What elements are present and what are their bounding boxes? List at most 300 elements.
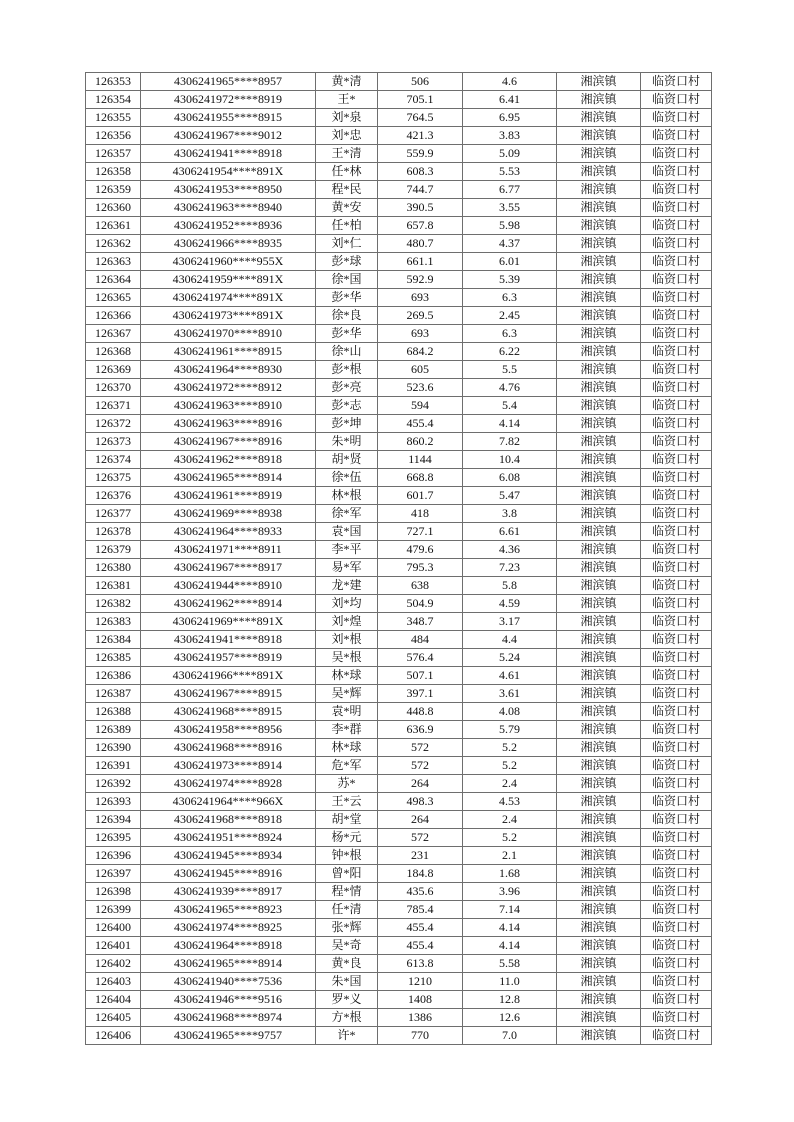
cell-rate: 4.6 [463,73,557,91]
cell-village: 临资口村 [641,379,712,397]
cell-town: 湘滨镇 [557,739,641,757]
cell-village: 临资口村 [641,595,712,613]
cell-amount: 605 [378,361,463,379]
cell-rate: 6.41 [463,91,557,109]
table-row [86,595,712,613]
cell-id_masked: 4306241962****8914 [141,595,316,613]
cell-village: 临资口村 [641,325,712,343]
cell-village: 临资口村 [641,235,712,253]
cell-name: 徐*军 [316,505,378,523]
cell-town: 湘滨镇 [557,397,641,415]
cell-town: 湘滨镇 [557,523,641,541]
cell-name: 吴*辉 [316,685,378,703]
cell-rate: 2.45 [463,307,557,325]
cell-town: 湘滨镇 [557,127,641,145]
cell-town: 湘滨镇 [557,649,641,667]
cell-village: 临资口村 [641,901,712,919]
cell-name: 吴*根 [316,649,378,667]
cell-id_masked: 4306241964****8918 [141,937,316,955]
cell-amount: 668.8 [378,469,463,487]
cell-id_masked: 4306241965****8914 [141,955,316,973]
cell-amount: 348.7 [378,613,463,631]
cell-town: 湘滨镇 [557,199,641,217]
cell-name: 程*民 [316,181,378,199]
cell-name: 袁*明 [316,703,378,721]
cell-id_masked: 4306241965****8914 [141,469,316,487]
cell-id_masked: 4306241974****891X [141,289,316,307]
cell-name: 彭*华 [316,325,378,343]
cell-town: 湘滨镇 [557,901,641,919]
cell-village: 临资口村 [641,127,712,145]
cell-town: 湘滨镇 [557,415,641,433]
cell-serial: 126371 [86,397,141,415]
cell-serial: 126395 [86,829,141,847]
cell-village: 临资口村 [641,361,712,379]
cell-amount: 480.7 [378,235,463,253]
cell-town: 湘滨镇 [557,1027,641,1045]
cell-rate: 6.08 [463,469,557,487]
cell-town: 湘滨镇 [557,685,641,703]
cell-village: 临资口村 [641,271,712,289]
cell-amount: 455.4 [378,919,463,937]
cell-serial: 126389 [86,721,141,739]
cell-village: 临资口村 [641,505,712,523]
cell-village: 临资口村 [641,163,712,181]
cell-serial: 126385 [86,649,141,667]
cell-id_masked: 4306241969****891X [141,613,316,631]
cell-village: 临资口村 [641,721,712,739]
cell-id_masked: 4306241963****8916 [141,415,316,433]
cell-amount: 264 [378,775,463,793]
table-row [86,325,712,343]
cell-town: 湘滨镇 [557,181,641,199]
cell-name: 刘*根 [316,631,378,649]
cell-village: 临资口村 [641,415,712,433]
table-row [86,307,712,325]
cell-village: 临资口村 [641,631,712,649]
cell-name: 朱*明 [316,433,378,451]
cell-name: 钟*根 [316,847,378,865]
cell-town: 湘滨镇 [557,325,641,343]
cell-id_masked: 4306241944****8910 [141,577,316,595]
cell-name: 黄*良 [316,955,378,973]
cell-town: 湘滨镇 [557,505,641,523]
cell-amount: 684.2 [378,343,463,361]
cell-name: 袁*国 [316,523,378,541]
cell-town: 湘滨镇 [557,667,641,685]
table-row [86,685,712,703]
cell-village: 临资口村 [641,343,712,361]
cell-town: 湘滨镇 [557,937,641,955]
table-row [86,883,712,901]
cell-id_masked: 4306241960****955X [141,253,316,271]
cell-town: 湘滨镇 [557,253,641,271]
cell-name: 胡*贤 [316,451,378,469]
cell-amount: 572 [378,739,463,757]
cell-serial: 126381 [86,577,141,595]
cell-name: 任*林 [316,163,378,181]
table-row [86,163,712,181]
cell-amount: 1210 [378,973,463,991]
cell-village: 临资口村 [641,433,712,451]
cell-id_masked: 4306241959****891X [141,271,316,289]
cell-id_masked: 4306241968****8918 [141,811,316,829]
cell-id_masked: 4306241966****8935 [141,235,316,253]
cell-town: 湘滨镇 [557,433,641,451]
cell-name: 王*清 [316,145,378,163]
cell-id_masked: 4306241964****8930 [141,361,316,379]
cell-id_masked: 4306241965****9757 [141,1027,316,1045]
cell-amount: 264 [378,811,463,829]
cell-town: 湘滨镇 [557,883,641,901]
cell-rate: 4.14 [463,919,557,937]
cell-town: 湘滨镇 [557,991,641,1009]
table-row [86,865,712,883]
table-row [86,559,712,577]
cell-name: 龙*建 [316,577,378,595]
table-row [86,973,712,991]
cell-village: 临资口村 [641,307,712,325]
cell-rate: 5.58 [463,955,557,973]
cell-town: 湘滨镇 [557,343,641,361]
cell-id_masked: 4306241964****966X [141,793,316,811]
cell-rate: 5.2 [463,739,557,757]
cell-id_masked: 4306241973****8914 [141,757,316,775]
cell-name: 彭*华 [316,289,378,307]
cell-id_masked: 4306241968****8915 [141,703,316,721]
cell-serial: 126393 [86,793,141,811]
cell-rate: 7.23 [463,559,557,577]
cell-town: 湘滨镇 [557,361,641,379]
cell-village: 临资口村 [641,199,712,217]
cell-amount: 657.8 [378,217,463,235]
cell-id_masked: 4306241951****8924 [141,829,316,847]
cell-town: 湘滨镇 [557,109,641,127]
cell-village: 临资口村 [641,559,712,577]
cell-village: 临资口村 [641,1009,712,1027]
cell-amount: 785.4 [378,901,463,919]
cell-village: 临资口村 [641,811,712,829]
cell-serial: 126406 [86,1027,141,1045]
cell-village: 临资口村 [641,865,712,883]
cell-rate: 1.68 [463,865,557,883]
cell-village: 临资口村 [641,613,712,631]
cell-id_masked: 4306241962****8918 [141,451,316,469]
cell-id_masked: 4306241965****8923 [141,901,316,919]
cell-rate: 3.55 [463,199,557,217]
cell-village: 临资口村 [641,757,712,775]
cell-id_masked: 4306241958****8956 [141,721,316,739]
cell-serial: 126369 [86,361,141,379]
cell-id_masked: 4306241967****8915 [141,685,316,703]
cell-village: 临资口村 [641,793,712,811]
cell-rate: 4.37 [463,235,557,253]
cell-serial: 126372 [86,415,141,433]
cell-id_masked: 4306241968****8974 [141,1009,316,1027]
cell-town: 湘滨镇 [557,145,641,163]
cell-name: 徐*山 [316,343,378,361]
cell-town: 湘滨镇 [557,307,641,325]
table-row [86,199,712,217]
cell-rate: 4.36 [463,541,557,559]
cell-serial: 126405 [86,1009,141,1027]
cell-serial: 126363 [86,253,141,271]
cell-serial: 126401 [86,937,141,955]
table-row [86,415,712,433]
cell-serial: 126403 [86,973,141,991]
cell-name: 胡*堂 [316,811,378,829]
table-row [86,541,712,559]
cell-id_masked: 4306241961****8919 [141,487,316,505]
cell-village: 临资口村 [641,955,712,973]
cell-serial: 126387 [86,685,141,703]
cell-town: 湘滨镇 [557,487,641,505]
cell-name: 徐*伍 [316,469,378,487]
cell-amount: 744.7 [378,181,463,199]
cell-name: 林*根 [316,487,378,505]
cell-rate: 12.6 [463,1009,557,1027]
cell-village: 临资口村 [641,937,712,955]
table-row [86,937,712,955]
cell-serial: 126398 [86,883,141,901]
cell-name: 徐*国 [316,271,378,289]
cell-town: 湘滨镇 [557,973,641,991]
cell-amount: 559.9 [378,145,463,163]
cell-serial: 126375 [86,469,141,487]
cell-serial: 126376 [86,487,141,505]
cell-amount: 592.9 [378,271,463,289]
cell-amount: 608.3 [378,163,463,181]
table-row [86,91,712,109]
cell-rate: 4.61 [463,667,557,685]
cell-rate: 3.8 [463,505,557,523]
table-row [86,505,712,523]
cell-town: 湘滨镇 [557,163,641,181]
cell-name: 徐*良 [316,307,378,325]
cell-serial: 126373 [86,433,141,451]
table-row [86,649,712,667]
cell-rate: 2.4 [463,811,557,829]
table-row [86,613,712,631]
cell-village: 临资口村 [641,577,712,595]
table-row [86,631,712,649]
table-row [86,991,712,1009]
cell-id_masked: 4306241972****8919 [141,91,316,109]
cell-amount: 231 [378,847,463,865]
table-row [86,109,712,127]
cell-serial: 126377 [86,505,141,523]
cell-amount: 397.1 [378,685,463,703]
cell-amount: 594 [378,397,463,415]
table-row [86,703,712,721]
cell-name: 曾*阳 [316,865,378,883]
records-table-body [86,73,712,1045]
cell-amount: 693 [378,289,463,307]
table-row [86,397,712,415]
cell-rate: 6.01 [463,253,557,271]
cell-rate: 12.8 [463,991,557,1009]
table-row [86,757,712,775]
cell-rate: 5.47 [463,487,557,505]
cell-amount: 504.9 [378,595,463,613]
cell-serial: 126353 [86,73,141,91]
cell-amount: 421.3 [378,127,463,145]
cell-serial: 126402 [86,955,141,973]
cell-village: 临资口村 [641,973,712,991]
cell-town: 湘滨镇 [557,217,641,235]
cell-town: 湘滨镇 [557,577,641,595]
cell-amount: 764.5 [378,109,463,127]
cell-name: 黄*安 [316,199,378,217]
cell-town: 湘滨镇 [557,541,641,559]
table-row [86,73,712,91]
cell-town: 湘滨镇 [557,703,641,721]
cell-amount: 455.4 [378,415,463,433]
cell-rate: 6.77 [463,181,557,199]
cell-name: 王* [316,91,378,109]
cell-rate: 3.83 [463,127,557,145]
cell-town: 湘滨镇 [557,73,641,91]
cell-town: 湘滨镇 [557,1009,641,1027]
cell-id_masked: 4306241957****8919 [141,649,316,667]
cell-amount: 390.5 [378,199,463,217]
cell-serial: 126399 [86,901,141,919]
cell-amount: 435.6 [378,883,463,901]
cell-rate: 6.3 [463,289,557,307]
cell-id_masked: 4306241941****8918 [141,631,316,649]
cell-serial: 126391 [86,757,141,775]
cell-serial: 126361 [86,217,141,235]
cell-rate: 7.14 [463,901,557,919]
cell-town: 湘滨镇 [557,955,641,973]
cell-name: 苏* [316,775,378,793]
cell-serial: 126396 [86,847,141,865]
cell-rate: 5.79 [463,721,557,739]
table-row [86,127,712,145]
cell-village: 临资口村 [641,289,712,307]
table-row [86,487,712,505]
cell-serial: 126388 [86,703,141,721]
cell-name: 林*球 [316,667,378,685]
cell-town: 湘滨镇 [557,811,641,829]
cell-serial: 126400 [86,919,141,937]
cell-village: 临资口村 [641,145,712,163]
cell-amount: 455.4 [378,937,463,955]
cell-rate: 5.2 [463,757,557,775]
cell-serial: 126370 [86,379,141,397]
cell-id_masked: 4306241963****8940 [141,199,316,217]
cell-town: 湘滨镇 [557,595,641,613]
cell-serial: 126368 [86,343,141,361]
cell-town: 湘滨镇 [557,379,641,397]
cell-village: 临资口村 [641,829,712,847]
cell-name: 彭*坤 [316,415,378,433]
cell-town: 湘滨镇 [557,451,641,469]
cell-name: 彭*志 [316,397,378,415]
table-row [86,577,712,595]
cell-name: 吴*奇 [316,937,378,955]
cell-rate: 10.4 [463,451,557,469]
cell-id_masked: 4306241941****8918 [141,145,316,163]
cell-village: 临资口村 [641,667,712,685]
cell-village: 临资口村 [641,739,712,757]
cell-serial: 126379 [86,541,141,559]
cell-rate: 4.4 [463,631,557,649]
cell-town: 湘滨镇 [557,829,641,847]
records-table [85,72,712,1045]
cell-id_masked: 4306241967****8917 [141,559,316,577]
cell-rate: 4.76 [463,379,557,397]
cell-rate: 4.59 [463,595,557,613]
cell-serial: 126382 [86,595,141,613]
cell-amount: 638 [378,577,463,595]
cell-rate: 4.14 [463,937,557,955]
cell-amount: 184.8 [378,865,463,883]
cell-town: 湘滨镇 [557,847,641,865]
cell-town: 湘滨镇 [557,559,641,577]
cell-village: 临资口村 [641,685,712,703]
cell-amount: 576.4 [378,649,463,667]
cell-name: 刘*忠 [316,127,378,145]
table-row [86,271,712,289]
cell-town: 湘滨镇 [557,721,641,739]
cell-rate: 4.08 [463,703,557,721]
cell-id_masked: 4306241963****8910 [141,397,316,415]
cell-serial: 126386 [86,667,141,685]
table-row [86,235,712,253]
cell-name: 程*情 [316,883,378,901]
cell-rate: 6.61 [463,523,557,541]
cell-village: 临资口村 [641,73,712,91]
cell-serial: 126397 [86,865,141,883]
cell-id_masked: 4306241972****8912 [141,379,316,397]
cell-amount: 693 [378,325,463,343]
cell-name: 李*群 [316,721,378,739]
cell-amount: 601.7 [378,487,463,505]
cell-town: 湘滨镇 [557,775,641,793]
table-row [86,901,712,919]
cell-amount: 506 [378,73,463,91]
cell-name: 彭*根 [316,361,378,379]
cell-name: 彭*球 [316,253,378,271]
table-row [86,1009,712,1027]
cell-serial: 126354 [86,91,141,109]
cell-serial: 126378 [86,523,141,541]
table-row [86,847,712,865]
cell-rate: 5.2 [463,829,557,847]
table-row [86,793,712,811]
cell-id_masked: 4306241967****9012 [141,127,316,145]
cell-name: 刘*煌 [316,613,378,631]
cell-id_masked: 4306241968****8916 [141,739,316,757]
table-row [86,775,712,793]
cell-id_masked: 4306241969****8938 [141,505,316,523]
cell-rate: 5.39 [463,271,557,289]
cell-town: 湘滨镇 [557,793,641,811]
table-row [86,919,712,937]
cell-serial: 126394 [86,811,141,829]
cell-amount: 498.3 [378,793,463,811]
table-row [86,829,712,847]
cell-serial: 126374 [86,451,141,469]
cell-village: 临资口村 [641,847,712,865]
cell-rate: 5.4 [463,397,557,415]
cell-id_masked: 4306241939****8917 [141,883,316,901]
cell-amount: 479.6 [378,541,463,559]
cell-serial: 126355 [86,109,141,127]
cell-serial: 126362 [86,235,141,253]
cell-id_masked: 4306241961****8915 [141,343,316,361]
